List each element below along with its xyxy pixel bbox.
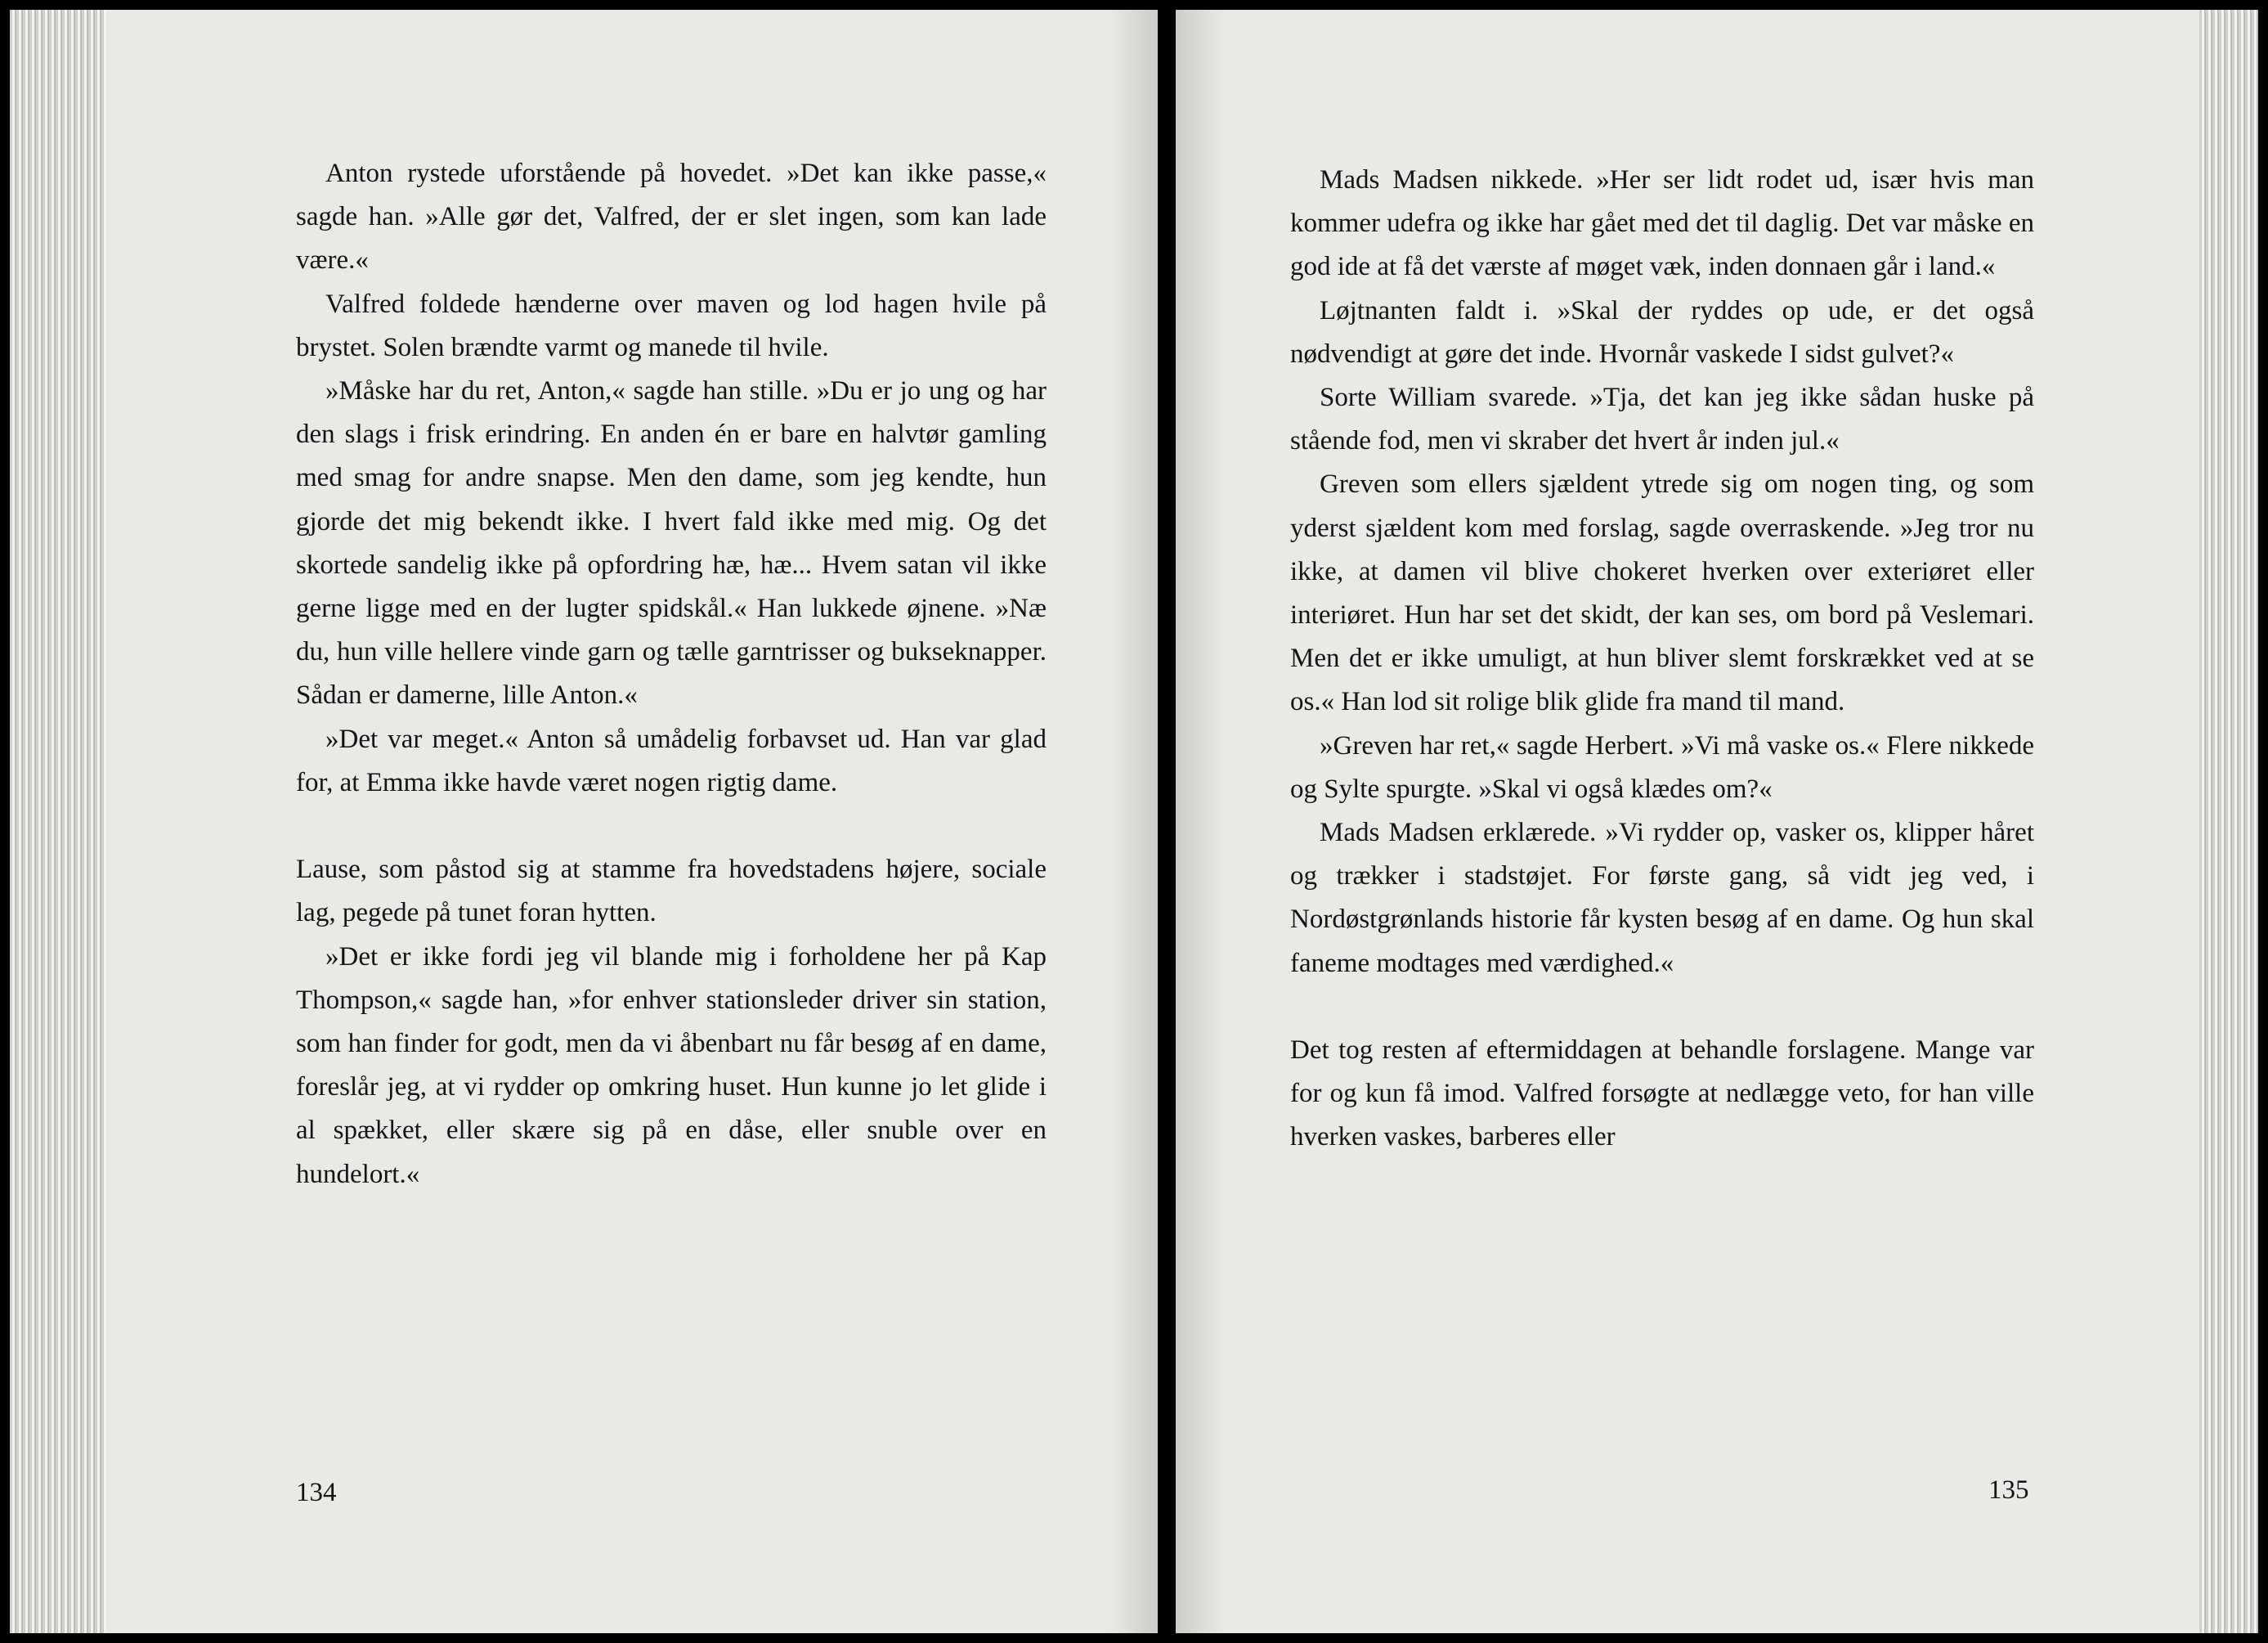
right-page-text [1290,159,2034,1160]
page-number: 134 [296,1478,337,1507]
paragraph: »Greven har ret,« sagde Herbert. »Vi må vaske os.« Flere nikkede og Sylte spurgte. »Skal vi også klædes om?« [1290,730,2034,804]
page-edge-stack [10,10,106,1633]
left-page [10,10,1158,1633]
paragraph: Greven som ellers sjældent ytrede sig om nogen ting, og som yderst sjældent kom med forslag, sagde overraskende. »Jeg tror nu ikke, at damen vil blive chokeret hverken over exteriøret eller interiøret. Hun har set det skidt, der kan ses, om bord på Veslemari. Men det er ikke umuligt, at hun bliver slemt forskrækket ved at se os.« Han lod sit rolige blik glide fra mand til mand. [1290,469,2034,717]
page-edge-stack [2199,10,2258,1633]
section-break [1290,985,2034,1029]
paragraph: Det tog resten af eftermiddagen at behandle forslagene. Mange var for og kun få imod. Valfred forsøgte at nedlægge veto, for han ville hverken vaskes, barberes eller [1290,1035,2034,1152]
paragraph: Sorte William svarede. »Tja, det kan jeg ikke sådan huske på stående fod, men vi skraber det hvert år inden jul.« [1290,383,2034,456]
book-gutter-shadow [1176,10,1225,1633]
paragraph: »Det er ikke fordi jeg vil blande mig i forholdene her på Kap Thompson,« sagde han, »for enhver stationsleder driver sin station, som han finder for godt, men da vi åbenbart nu får besøg af en dame, foreslår jeg, at vi rydder op omkring huset. Hun kunne jo let glide i al spækket, eller skære sig på en dåse, eller snuble over en hundelort.« [296,941,1047,1189]
left-page-text [296,152,1047,1196]
book-gutter-shadow [1109,10,1158,1633]
paragraph: Valfred foldede hænderne over maven og lod hagen hvile på brystet. Solen brændte varmt og manede til hvile. [296,289,1047,362]
paragraph: »Måske har du ret, Anton,« sagde han stille. »Du er jo ung og har den slags i frisk erindring. En anden én er bare en halvtør gamling med smag for andre snapse. Men den dame, som jeg kendte, hun gjorde det mig bekendt ikke. I hvert fald ikke med mig. Og det skortede sandelig ikke på opfordring hæ, hæ... Hvem satan vil ikke gerne ligge med en der lugter spidskål.« Han lukkede øjnene. »Næ du, hun ville hellere vinde garn og tælle garntrisser og bukseknapper. Sådan er damerne, lille Anton.« [296,376,1047,711]
paragraph: »Det var meget.« Anton så umådelig forbavset ud. Han var glad for, at Emma ikke havde været nogen rigtig dame. [296,724,1047,797]
page-number: 135 [1988,1475,2029,1505]
section-break [296,805,1047,848]
right-page [1176,10,2258,1633]
paragraph: Mads Madsen nikkede. »Her ser lidt rodet ud, især hvis man kommer udefra og ikke har gået med det til daglig. Det var måske en god ide at få det værste af møget væk, inden donnaen går i land.« [1290,165,2034,282]
paragraph: Mads Madsen erklærede. »Vi rydder op, vasker os, klipper håret og trækker i stadstøjet. For første gang, så vidt jeg ved, i Nordøstgrønlands historie får kysten besøg af en dame. Og hun skal faneme modtages med værdighed.« [1290,818,2034,978]
paragraph: Anton rystede uforstående på hovedet. »Det kan ikke passe,« sagde han. »Alle gør det, Valfred, der er slet ingen, som kan lade være.« [296,159,1047,276]
paragraph: Løjtnanten faldt i. »Skal der ryddes op ude, er det også nødvendigt at gøre det inde. Hvornår vaskede I sidst gulvet?« [1290,295,2034,369]
paragraph: Lause, som påstod sig at stamme fra hovedstadens højere, sociale lag, pegede på tunet foran hytten. [296,855,1047,928]
